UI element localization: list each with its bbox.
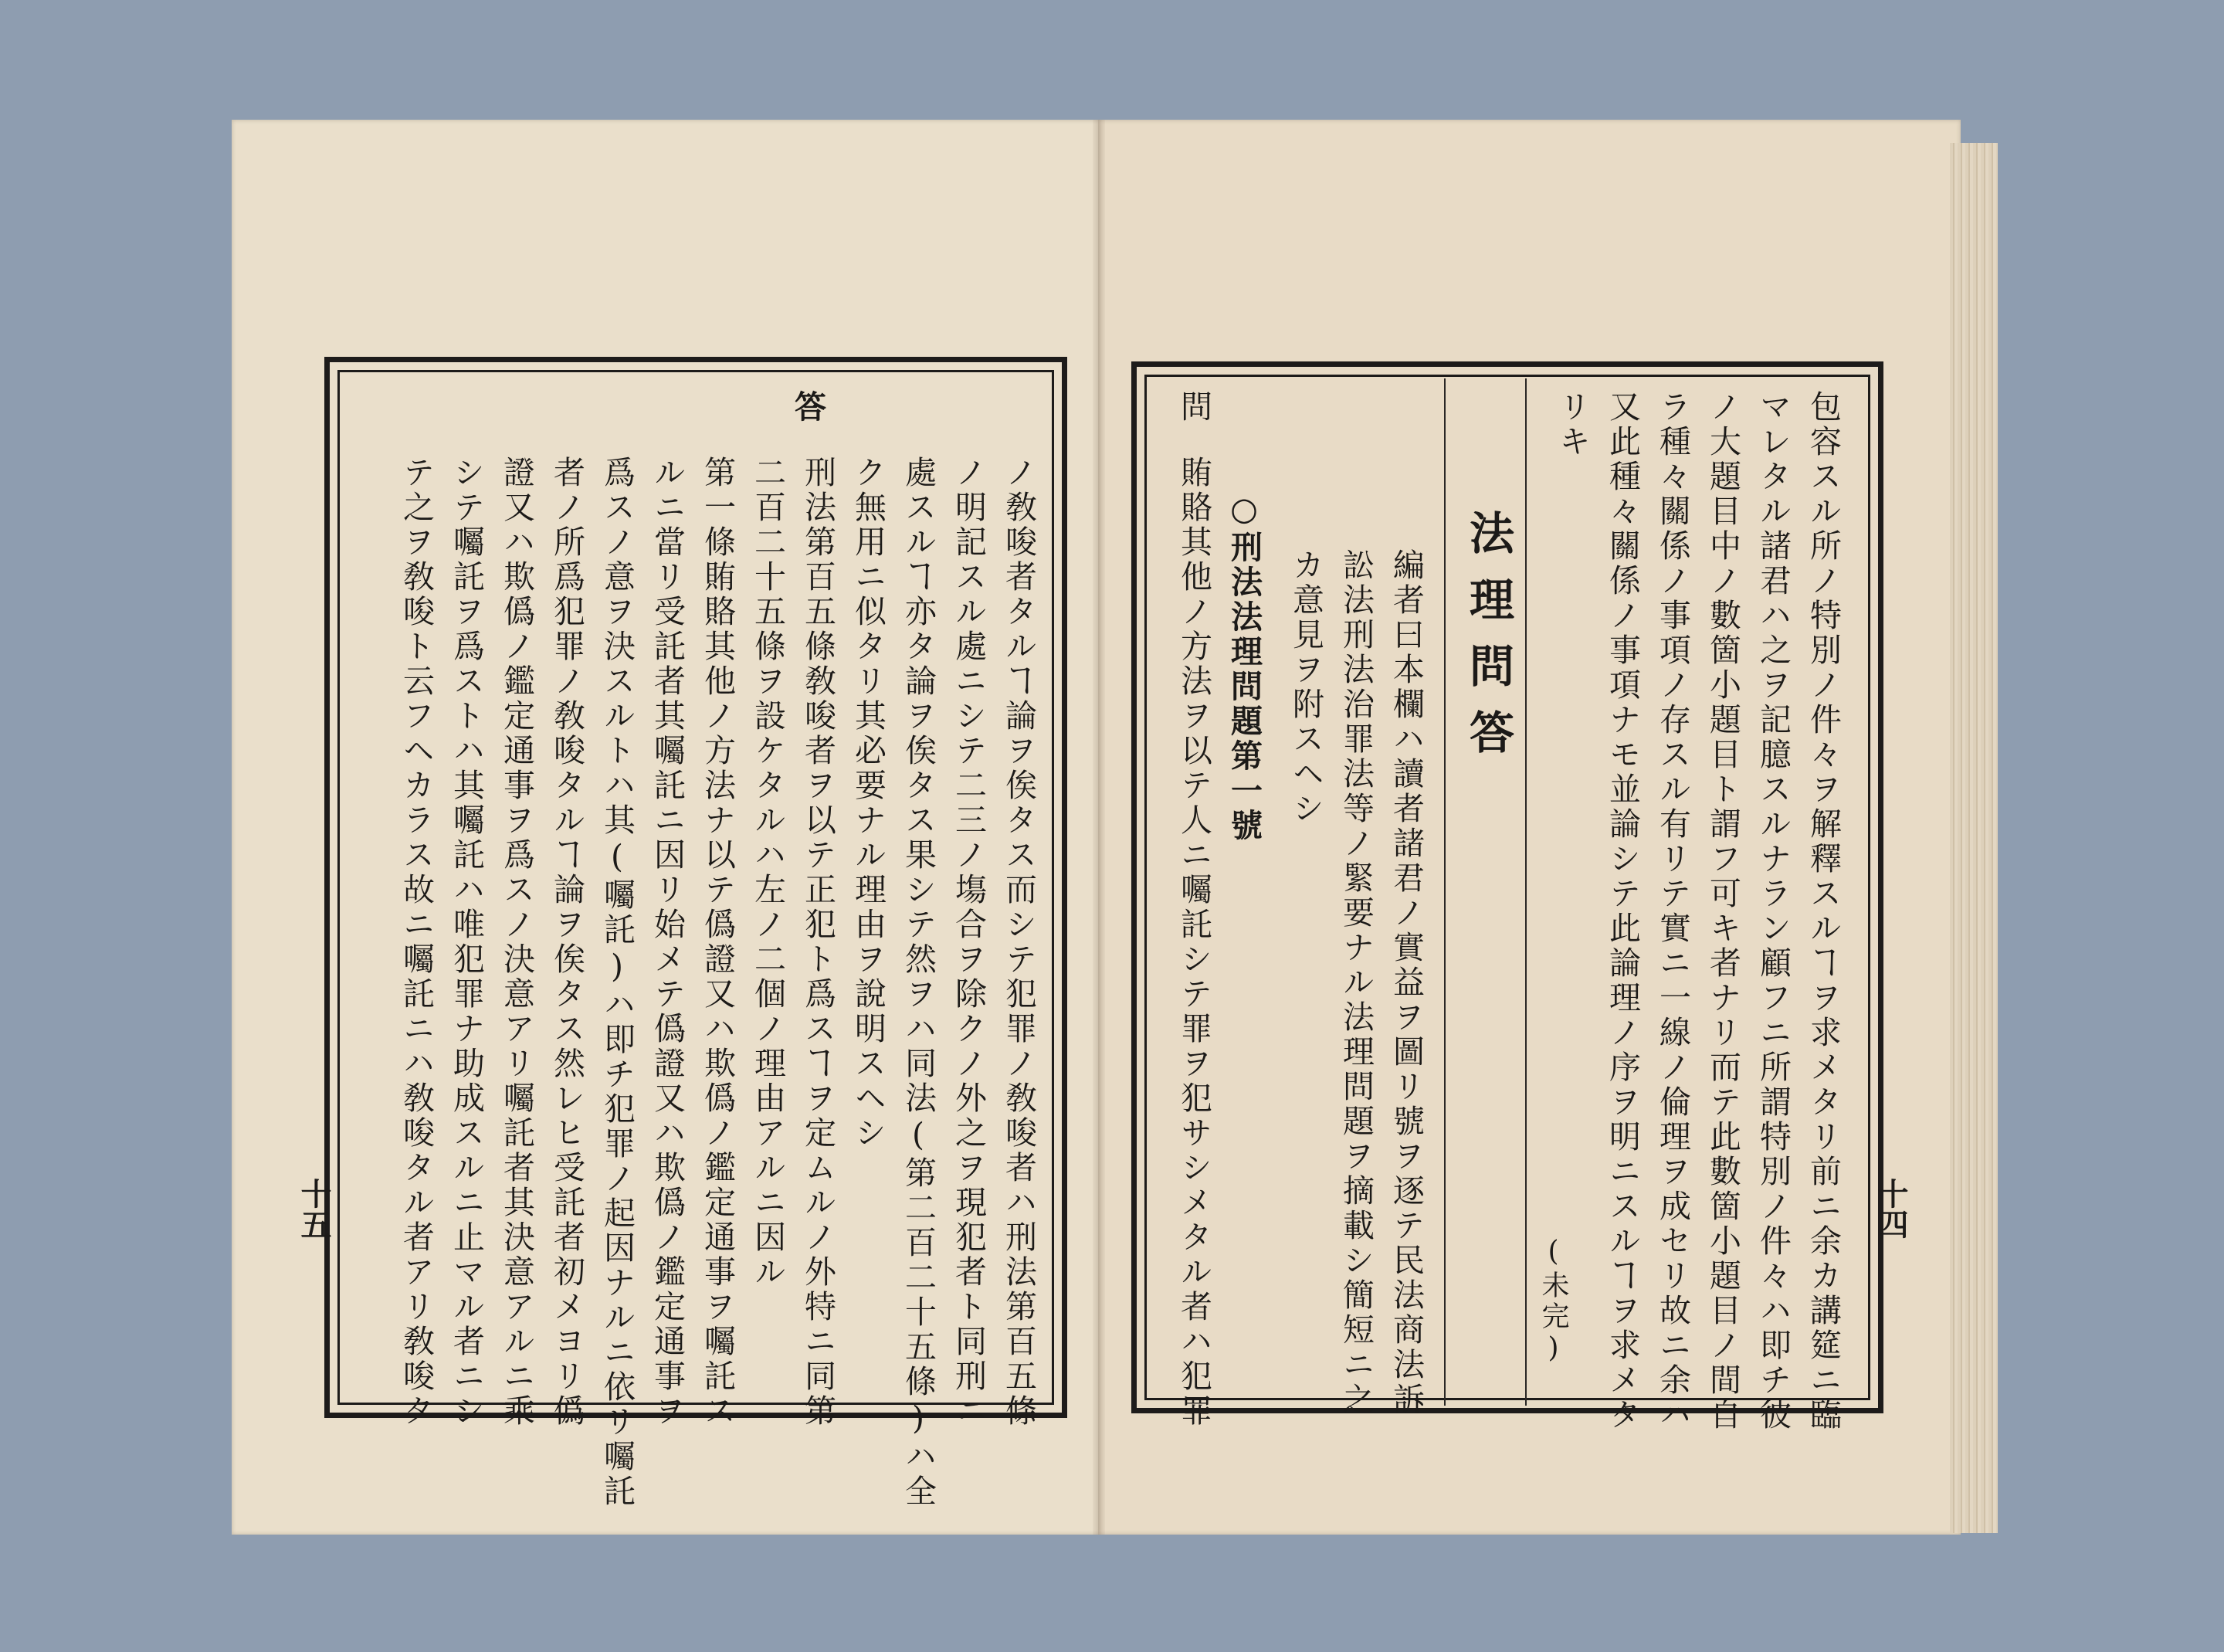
answer-column-3: 處スルヿ亦タ論ヲ俟タス果シテ然ヲハ同法(第二百二十五條)ハ全 bbox=[900, 456, 937, 1509]
editor-note-line-1: 編者曰本欄ハ讀者諸君ノ實益ヲ圖リ號ヲ逐テ民法商法訴 bbox=[1388, 548, 1425, 1417]
intro-column-4: ラ種々關係ノ事項ノ存スル有リテ實ニ一線ノ倫理ヲ成セリ故ニ余ハ bbox=[1654, 390, 1691, 1433]
answer-column-11: 證又ハ欺僞ノ鑑定通事ヲ爲スノ決意アリ囑託者其決意アルニ乘 bbox=[498, 456, 535, 1429]
page-number-left: 十五 bbox=[296, 1178, 332, 1240]
page-number-right: 十四 bbox=[1873, 1178, 1909, 1240]
column-rule bbox=[1444, 378, 1446, 1406]
answer-column-5: 刑法第百五條敎唆者ヲ以テ正犯ト爲スヿヲ定ムルノ外特ニ同第 bbox=[799, 456, 836, 1429]
answer-column-4: ク無用ニ似タリ其必要ナル理由ヲ說明スヘシ bbox=[849, 456, 887, 1151]
answer-column-9: 爲スノ意ヲ決スルトハ其(囑託)ハ即チ犯罪ノ起因ナルニ依リ囑託 bbox=[598, 456, 636, 1509]
answer-column-2: ノ明記スル處ニシテ二三ノ塲合ヲ除クノ外之ヲ現犯者ト同刑ニ bbox=[950, 456, 987, 1429]
answer-label: 答 bbox=[789, 390, 826, 425]
question-text: 賄賂其他ノ方法ヲ以テ人ニ囑託シテ罪ヲ犯サシメタル者ハ犯罪 bbox=[1175, 456, 1212, 1429]
section-title: 法理問答 bbox=[1462, 510, 1514, 775]
editor-note-line-3: カ意見ヲ附スヘシ bbox=[1287, 548, 1324, 826]
intro-column-3: ノ大題目中ノ數箇小題目ト謂フ可キ者ナリ而テ此數箇小題目ノ間自 bbox=[1704, 390, 1741, 1433]
incomplete-note: (未完) bbox=[1537, 1236, 1569, 1367]
problem-title: ○刑法法理問題第一號 bbox=[1226, 490, 1263, 843]
book-spine bbox=[1093, 120, 1105, 1535]
column-rule bbox=[1525, 378, 1527, 1406]
answer-column-1: ノ敎唆者タルヿ論ヲ俟タス而シテ犯罪ノ敎唆者ハ刑法第百五條 bbox=[1000, 456, 1037, 1429]
intro-column-6: リキ bbox=[1554, 390, 1591, 460]
intro-column-2: マレタル諸君ハ之ヲ記臆スルナラン顧フニ所謂特別ノ件々ハ即チ彼 bbox=[1754, 390, 1792, 1433]
editor-note-line-2: 訟法刑法治罪法等ノ緊要ナル法理問題ヲ摘載シ簡短ニ之 bbox=[1337, 548, 1375, 1417]
answer-column-8: ルニ當リ受託者其囑託ニ因リ始メテ僞證又ハ欺僞ノ鑑定通事ヲ bbox=[649, 456, 686, 1429]
answer-column-13: テ之ヲ敎唆ト云フヘカラス故ニ囑託ニハ敎唆タル者アリ敎唆タ bbox=[398, 456, 435, 1429]
answer-column-10: 者ノ所爲犯罪ノ敎唆タルヿ論ヲ俟タス然レヒ受託者初メヨリ僞 bbox=[548, 456, 585, 1429]
question-label: 問 bbox=[1175, 390, 1212, 425]
answer-column-12: シテ囑託ヲ爲ストハ其囑託ハ唯犯罪ナ助成スルニ止マル者ニシ bbox=[448, 456, 485, 1429]
page-edges bbox=[1950, 143, 1998, 1533]
answer-column-6: 二百二十五條ヲ設ケタルハ左ノ二個ノ理由アルニ因ル bbox=[749, 456, 786, 1290]
intro-column-1: 包容スル所ノ特別ノ件々ヲ解釋スルヿヲ求メタリ前ニ余カ講筵ニ臨 bbox=[1805, 390, 1842, 1433]
answer-column-7: 第一條賄賂其他ノ方法ナ以テ僞證又ハ欺僞ノ鑑定通事ヲ囑託ス bbox=[699, 456, 736, 1429]
intro-column-5: 又此種々關係ノ事項ナモ並論シテ此論理ノ序ヲ明ニスルヿヲ求メタ bbox=[1604, 390, 1641, 1433]
